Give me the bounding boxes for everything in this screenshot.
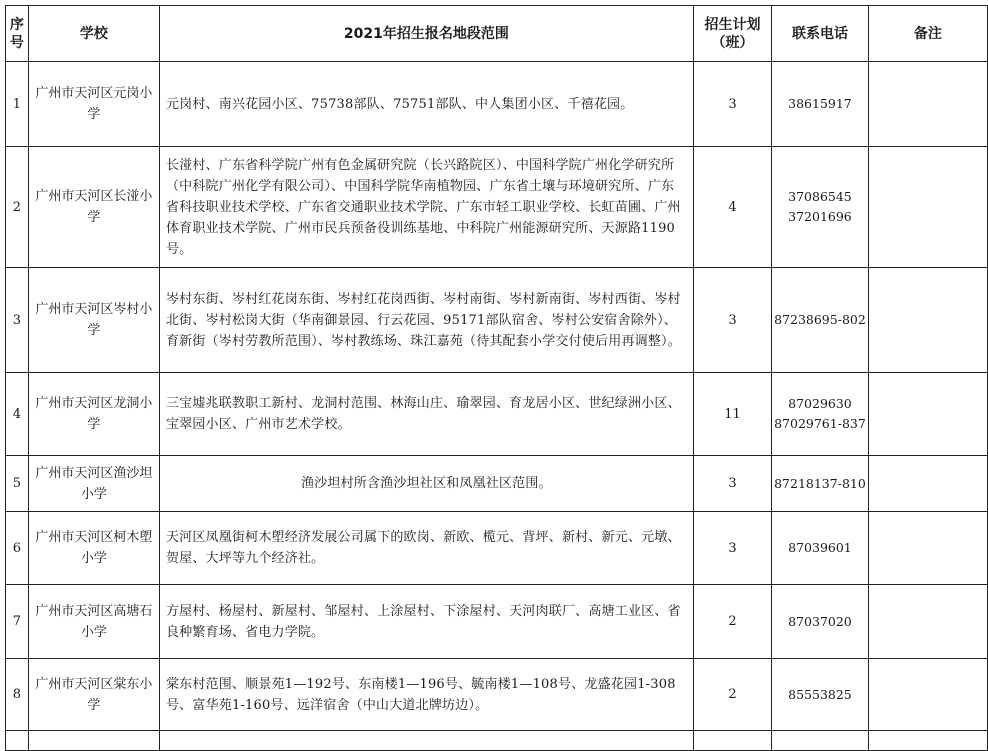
note-cell — [868, 147, 987, 268]
header-no: 序 号 — [6, 6, 29, 62]
note-cell — [868, 512, 987, 585]
contact-phone: 87039601 — [772, 512, 869, 585]
plan-classes: 3 — [693, 456, 771, 512]
header-row — [6, 6, 988, 62]
contact-phone: 87218137-810 — [772, 456, 869, 512]
row-number: 8 — [6, 659, 29, 731]
row-number: 7 — [6, 585, 29, 659]
plan-classes: 4 — [693, 147, 771, 268]
header-phone: 联系电话 — [772, 6, 869, 62]
school-name: 广州市天河区长湴小学 — [28, 147, 159, 268]
plan-classes: 3 — [693, 62, 771, 147]
contact-phone: 87238695-802 — [772, 268, 869, 373]
note-cell — [868, 456, 987, 512]
enrollment-range: 天河区凤凰街柯木塱经济发展公司属下的欧岗、新欧、榄元、背坪、新村、新元、元墩、贺屋、大坪等九个经济社。 — [159, 512, 693, 585]
row-number: 5 — [6, 456, 29, 512]
note-cell — [868, 62, 987, 147]
enrollment-range: 棠东村范围、顺景苑1—192号、东南楼1—196号、毓南楼1—108号、龙盛花园1-308号、富华苑1-160号、远洋宿舍（中山大道北牌坊边）。 — [159, 659, 693, 731]
header-range: 2021年招生报名地段范围 — [159, 6, 693, 62]
plan-classes: 3 — [693, 512, 771, 585]
contact-phone: 87037020 — [772, 585, 869, 659]
plan-classes: 2 — [693, 659, 771, 731]
school-name: 广州市天河区高塘石小学 — [28, 585, 159, 659]
school-name: 广州市天河区柯木塱小学 — [28, 512, 159, 585]
plan-classes: 11 — [693, 373, 771, 456]
header-plan: 招生计划 （班） — [693, 6, 771, 62]
table-row — [6, 512, 988, 585]
table-row — [6, 659, 988, 731]
enrollment-range: 方屋村、杨屋村、新屋村、邹屋村、上涂屋村、下涂屋村、天河肉联厂、高塘工业区、省良种繁育场、省电力学院。 — [159, 585, 693, 659]
school-name: 广州市天河区渔沙坦小学 — [28, 456, 159, 512]
enrollment-range: 元岗村、南兴花园小区、75738部队、75751部队、中人集团小区、千禧花园。 — [159, 62, 693, 147]
row-number: 6 — [6, 512, 29, 585]
note-cell — [868, 373, 987, 456]
enrollment-range: 三宝墟兆联教职工新村、龙洞村范围、林海山庄、瑜翠园、育龙居小区、世纪绿洲小区、宝翠园小区、广州市艺术学校。 — [159, 373, 693, 456]
note-cell — [868, 268, 987, 373]
header-note: 备注 — [868, 6, 987, 62]
table-row — [6, 147, 988, 268]
row-number: 3 — [6, 268, 29, 373]
school-name: 广州市天河区棠东小学 — [28, 659, 159, 731]
header-school: 学校 — [28, 6, 159, 62]
table-row — [6, 268, 988, 373]
note-cell — [868, 659, 987, 731]
enrollment-table — [5, 5, 988, 751]
school-name: 广州市天河区龙洞小学 — [28, 373, 159, 456]
contact-phone: 38615917 — [772, 62, 869, 147]
enrollment-range: 长湴村、广东省科学院广州有色金属研究院（长兴路院区）、中国科学院广州化学研究所（中科院广州化学有限公司）、中国科学院华南植物园、广东省土壤与环境研究所、广东省科技职业技术学校、广东省交通职业技术学院、广东市轻工职业学校、长虹苗圃、广州体育职业技术学院、广州市民兵预备役训练基地、中科院广州能源研究所、天源路1190号。 — [159, 147, 693, 268]
row-number: 1 — [6, 62, 29, 147]
plan-classes: 2 — [693, 585, 771, 659]
table-row — [6, 62, 988, 147]
plan-classes: 3 — [693, 268, 771, 373]
table-row-partial — [6, 731, 988, 751]
table-row — [6, 373, 988, 456]
table-row — [6, 456, 988, 512]
school-name: 广州市天河区岑村小学 — [28, 268, 159, 373]
enrollment-range: 岑村东街、岑村红花岗东街、岑村红花岗西街、岑村南街、岑村新南街、岑村西街、岑村北街、岑村松岗大街（华南御景园、行云花园、95171部队宿舍、岑村公安宿舍除外）、育新街（岑村劳教所范围）、岑村教练场、珠江嘉苑（待其配套小学交付使后用再调整）。 — [159, 268, 693, 373]
contact-phone: 87029630 87029761-837 — [772, 373, 869, 456]
contact-phone: 37086545 37201696 — [772, 147, 869, 268]
row-number: 2 — [6, 147, 29, 268]
contact-phone: 85553825 — [772, 659, 869, 731]
note-cell — [868, 585, 987, 659]
row-number: 4 — [6, 373, 29, 456]
table-row — [6, 585, 988, 659]
enrollment-range: 渔沙坦村所含渔沙坦社区和凤凰社区范围。 — [159, 456, 693, 512]
school-name: 广州市天河区元岗小学 — [28, 62, 159, 147]
